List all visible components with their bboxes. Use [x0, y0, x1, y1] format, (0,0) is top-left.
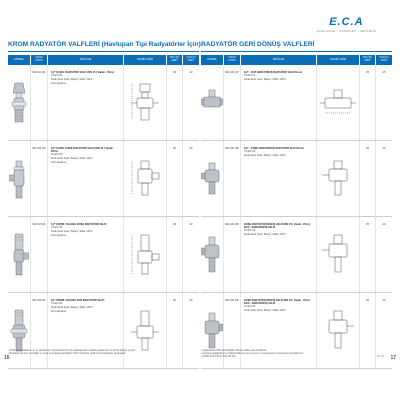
header-code: ÜRÜN KODU	[31, 55, 48, 65]
product-description	[48, 293, 124, 368]
qty-value: 20	[382, 223, 386, 226]
product-code: 602 106 108	[224, 141, 241, 216]
footnote: • Ürünlerin değiştirilmesi ve bilgilendirilmesi için eca.com.tr, www.eca.com.tr adresinden faydalanınız.	[201, 353, 392, 356]
product-feature: Sıcak Suda: Kalıcı, Basınç: 16bar, 120ºC	[244, 234, 286, 236]
technical-drawing	[124, 293, 167, 368]
product-image	[201, 65, 224, 140]
product-name: 1/2" - DÜZ GERİ DÖNÜŞ RADYATÖR VALFİ Krom	[244, 71, 302, 74]
brand-logo	[317, 16, 376, 33]
product-feature: Sıcak Suda: Kalıcı, Basınç: 16bar, 120ºC	[244, 79, 286, 81]
technical-drawing-icon	[127, 157, 163, 201]
product-feature: Sıcak Suda: Kalıcı, Basınç: 16bar, 120ºC	[51, 158, 93, 160]
product-image	[8, 293, 31, 368]
header-code: ÜRÜN KODU	[224, 55, 241, 65]
header-image: GÖRSEL	[201, 55, 224, 65]
product-description	[241, 141, 317, 216]
product-feature: TS EN 215	[244, 230, 256, 232]
header-drawing: TEKNİK ÇİZİM	[317, 55, 360, 65]
qty-value: 25	[360, 293, 376, 368]
product-description	[241, 217, 317, 292]
product-feature: Krom kaplama	[51, 311, 66, 313]
product-code: 602 106 107	[224, 65, 241, 140]
return-valve-eco-angle-icon	[201, 311, 223, 351]
product-feature: TS EN 215	[51, 227, 63, 229]
product-feature: Krom kaplama	[51, 235, 66, 237]
technical-drawing	[124, 217, 167, 292]
product-description	[48, 141, 124, 216]
product-name: 1/2" KAVEL RADYATÖR VALFİ (DN 15 ) Vanalı - Pirinç	[51, 71, 115, 74]
qty-value: 20	[189, 299, 193, 302]
product-image	[201, 141, 224, 216]
qty-value: 20	[189, 147, 193, 150]
technical-drawing-icon	[319, 88, 357, 118]
technical-drawing-icon	[319, 159, 357, 199]
product-code: 602 103 103	[31, 141, 48, 216]
header-drawing: TEKNİK ÇİZİM	[124, 55, 167, 65]
table-row	[201, 65, 392, 141]
product-feature: Sıcak Suda: Kalıcı, Basınç: 16bar, 120ºC	[51, 307, 93, 309]
product-code: 602 101 101	[31, 65, 48, 140]
qty-value: 30	[167, 65, 183, 140]
return-valve-eco-icon	[201, 235, 223, 275]
table-row	[8, 65, 199, 141]
product-feature: TS EN 215	[51, 154, 63, 156]
qty-value: 30	[167, 293, 183, 368]
table-header	[8, 55, 199, 65]
qty-value: 40	[382, 147, 386, 150]
product-feature: Krom kaplama	[51, 83, 66, 85]
table-row	[8, 293, 199, 369]
table-row	[8, 217, 199, 293]
left-page	[8, 40, 199, 369]
product-image	[8, 217, 31, 292]
product-name: 1/2" - KÖŞE GERİ DÖNÜŞ RADYATÖR VALFİ Krom	[244, 147, 304, 150]
valve-angle-icon	[9, 157, 29, 201]
product-name: 1/2" KAVEL KÖŞE RADYATÖR VALFİ (DN 15 ) Vanalı - Pirinç	[51, 147, 115, 153]
technical-drawing	[124, 141, 167, 216]
product-name: 1/2" KROM, VOLANLI KÖŞE RADYATÖR VALFİ	[51, 223, 107, 226]
product-code: 602 106 205	[224, 217, 241, 292]
product-name: KÖŞE RADYATÖR DÖNÜŞ VALFİ (DN 15 ) Vanalı - Pirinç ECO - GERİ DÖNÜŞ VALFİ	[244, 299, 311, 305]
product-code: 602 106 206	[224, 293, 241, 368]
technical-drawing-icon	[319, 309, 357, 353]
qty-value: 20	[189, 71, 193, 74]
page-number: 16	[4, 355, 10, 361]
table-row	[8, 141, 199, 217]
valve-straight-chrome-icon	[9, 308, 29, 354]
header-qty: KOLİ İÇİ ADET	[186, 56, 196, 62]
product-feature: Sıcak Suda: Kalıcı, Basınç: 16bar, 120ºC	[51, 79, 93, 81]
technical-drawing	[317, 217, 360, 292]
qty-value: 25	[360, 217, 376, 292]
table-header	[201, 55, 392, 65]
header-qty: KOLİ İÇİ ADET	[360, 55, 376, 65]
technical-drawing-icon	[127, 308, 163, 354]
product-feature: TS EN 215	[244, 75, 256, 77]
product-feature: TS EN 215	[244, 306, 256, 308]
product-feature: TS EN 215	[51, 75, 63, 77]
technical-drawing-icon	[127, 81, 163, 125]
product-name: 1/2" KROM, VOLANLI DÜZ RADYATÖR VALFİ	[51, 299, 105, 302]
product-feature: Sıcak Suda: Kalıcı, Basınç: 16bar, 120ºC	[244, 155, 286, 157]
product-feature: Sıcak Suda: Kalıcı, Basınç: 16bar, 120ºC	[244, 310, 286, 312]
product-image	[201, 217, 224, 292]
technical-drawing-icon	[127, 232, 163, 278]
product-code: 602 103 601	[31, 293, 48, 368]
product-code: 602 103 301	[31, 217, 48, 292]
technical-drawing-icon	[319, 233, 357, 277]
header-name: ÜRÜN ADI	[48, 55, 124, 65]
header-name: ÜRÜN ADI	[241, 55, 317, 65]
header-qty: KOLİ İÇİ ADET	[379, 56, 389, 62]
section-title: KROM RADYATÖR VALFLERİ (Havlupan Tipi Radyatörler İçin)	[8, 40, 199, 52]
valve-angle-chrome-icon	[9, 232, 29, 278]
technical-drawing	[317, 141, 360, 216]
header-image: GÖRSEL	[8, 55, 31, 65]
technical-drawing	[317, 65, 360, 140]
table-row	[201, 217, 392, 293]
product-name: KÖŞE RADYATÖR DÖNÜŞ VALFİ (DN 15 ) Vanalı - Pirinç ECO - GERİ DÖNÜŞ VALFİ	[244, 223, 311, 229]
page-code: 07 / 01	[376, 356, 384, 358]
return-valve-straight-icon	[201, 88, 223, 118]
product-description	[48, 65, 124, 140]
header-qty: KOLİ İÇİ ADET	[167, 55, 183, 65]
product-feature: TS EN 215	[244, 151, 256, 153]
return-valve-angle-icon	[201, 161, 223, 197]
table-row	[201, 141, 392, 217]
footnote: • Radyatöre ait ürün montajları ve sıcak su tesisatına ait bilgiler (Tüm ürünlerde) yetkili servis tarafından yapılmalıdır.	[8, 353, 199, 356]
qty-value: 30	[167, 217, 183, 292]
qty-value: 25	[382, 71, 386, 74]
product-feature: Krom kaplama	[51, 162, 66, 164]
section-title: RADYATÖR GERİ DÖNÜŞ VALFLERİ	[201, 40, 392, 52]
product-feature: Sıcak Suda: Kalıcı, Basınç: 16bar, 120ºC	[51, 231, 93, 233]
footnote: • Fiyatlarımıza KDV dahil değildir. Tavsiye edilen satış fiyatlarıdır.	[201, 350, 392, 353]
product-feature: TS EN 215	[51, 303, 63, 305]
right-footnotes	[201, 350, 392, 360]
footnote: • ÜRÜN KODU İÇİN: 602 103 101	[201, 356, 392, 359]
qty-value: 25	[360, 141, 376, 216]
product-description	[48, 217, 124, 292]
valve-straight-icon	[9, 81, 29, 125]
logo-tagline: ELEGANCE · COMFORT · ADVANCE	[316, 29, 376, 33]
qty-value: 30	[167, 141, 183, 216]
product-description	[241, 65, 317, 140]
qty-value: 25	[360, 65, 376, 140]
footnote: • Sıcak su tesisatlarının ve su sayaçlarının belirlenmesi için ürün kataloğundan mutlaka yararlanınız ve teknik bilgilere uyunuz.	[8, 350, 199, 353]
product-image	[8, 141, 31, 216]
qty-value: 40	[382, 299, 386, 302]
right-page	[201, 40, 392, 369]
left-footnotes	[8, 350, 199, 356]
technical-drawing	[124, 65, 167, 140]
qty-value: 20	[189, 223, 193, 226]
logo-mark: E.C.A	[329, 16, 364, 28]
product-image	[8, 65, 31, 140]
page-number: 17	[390, 355, 396, 361]
